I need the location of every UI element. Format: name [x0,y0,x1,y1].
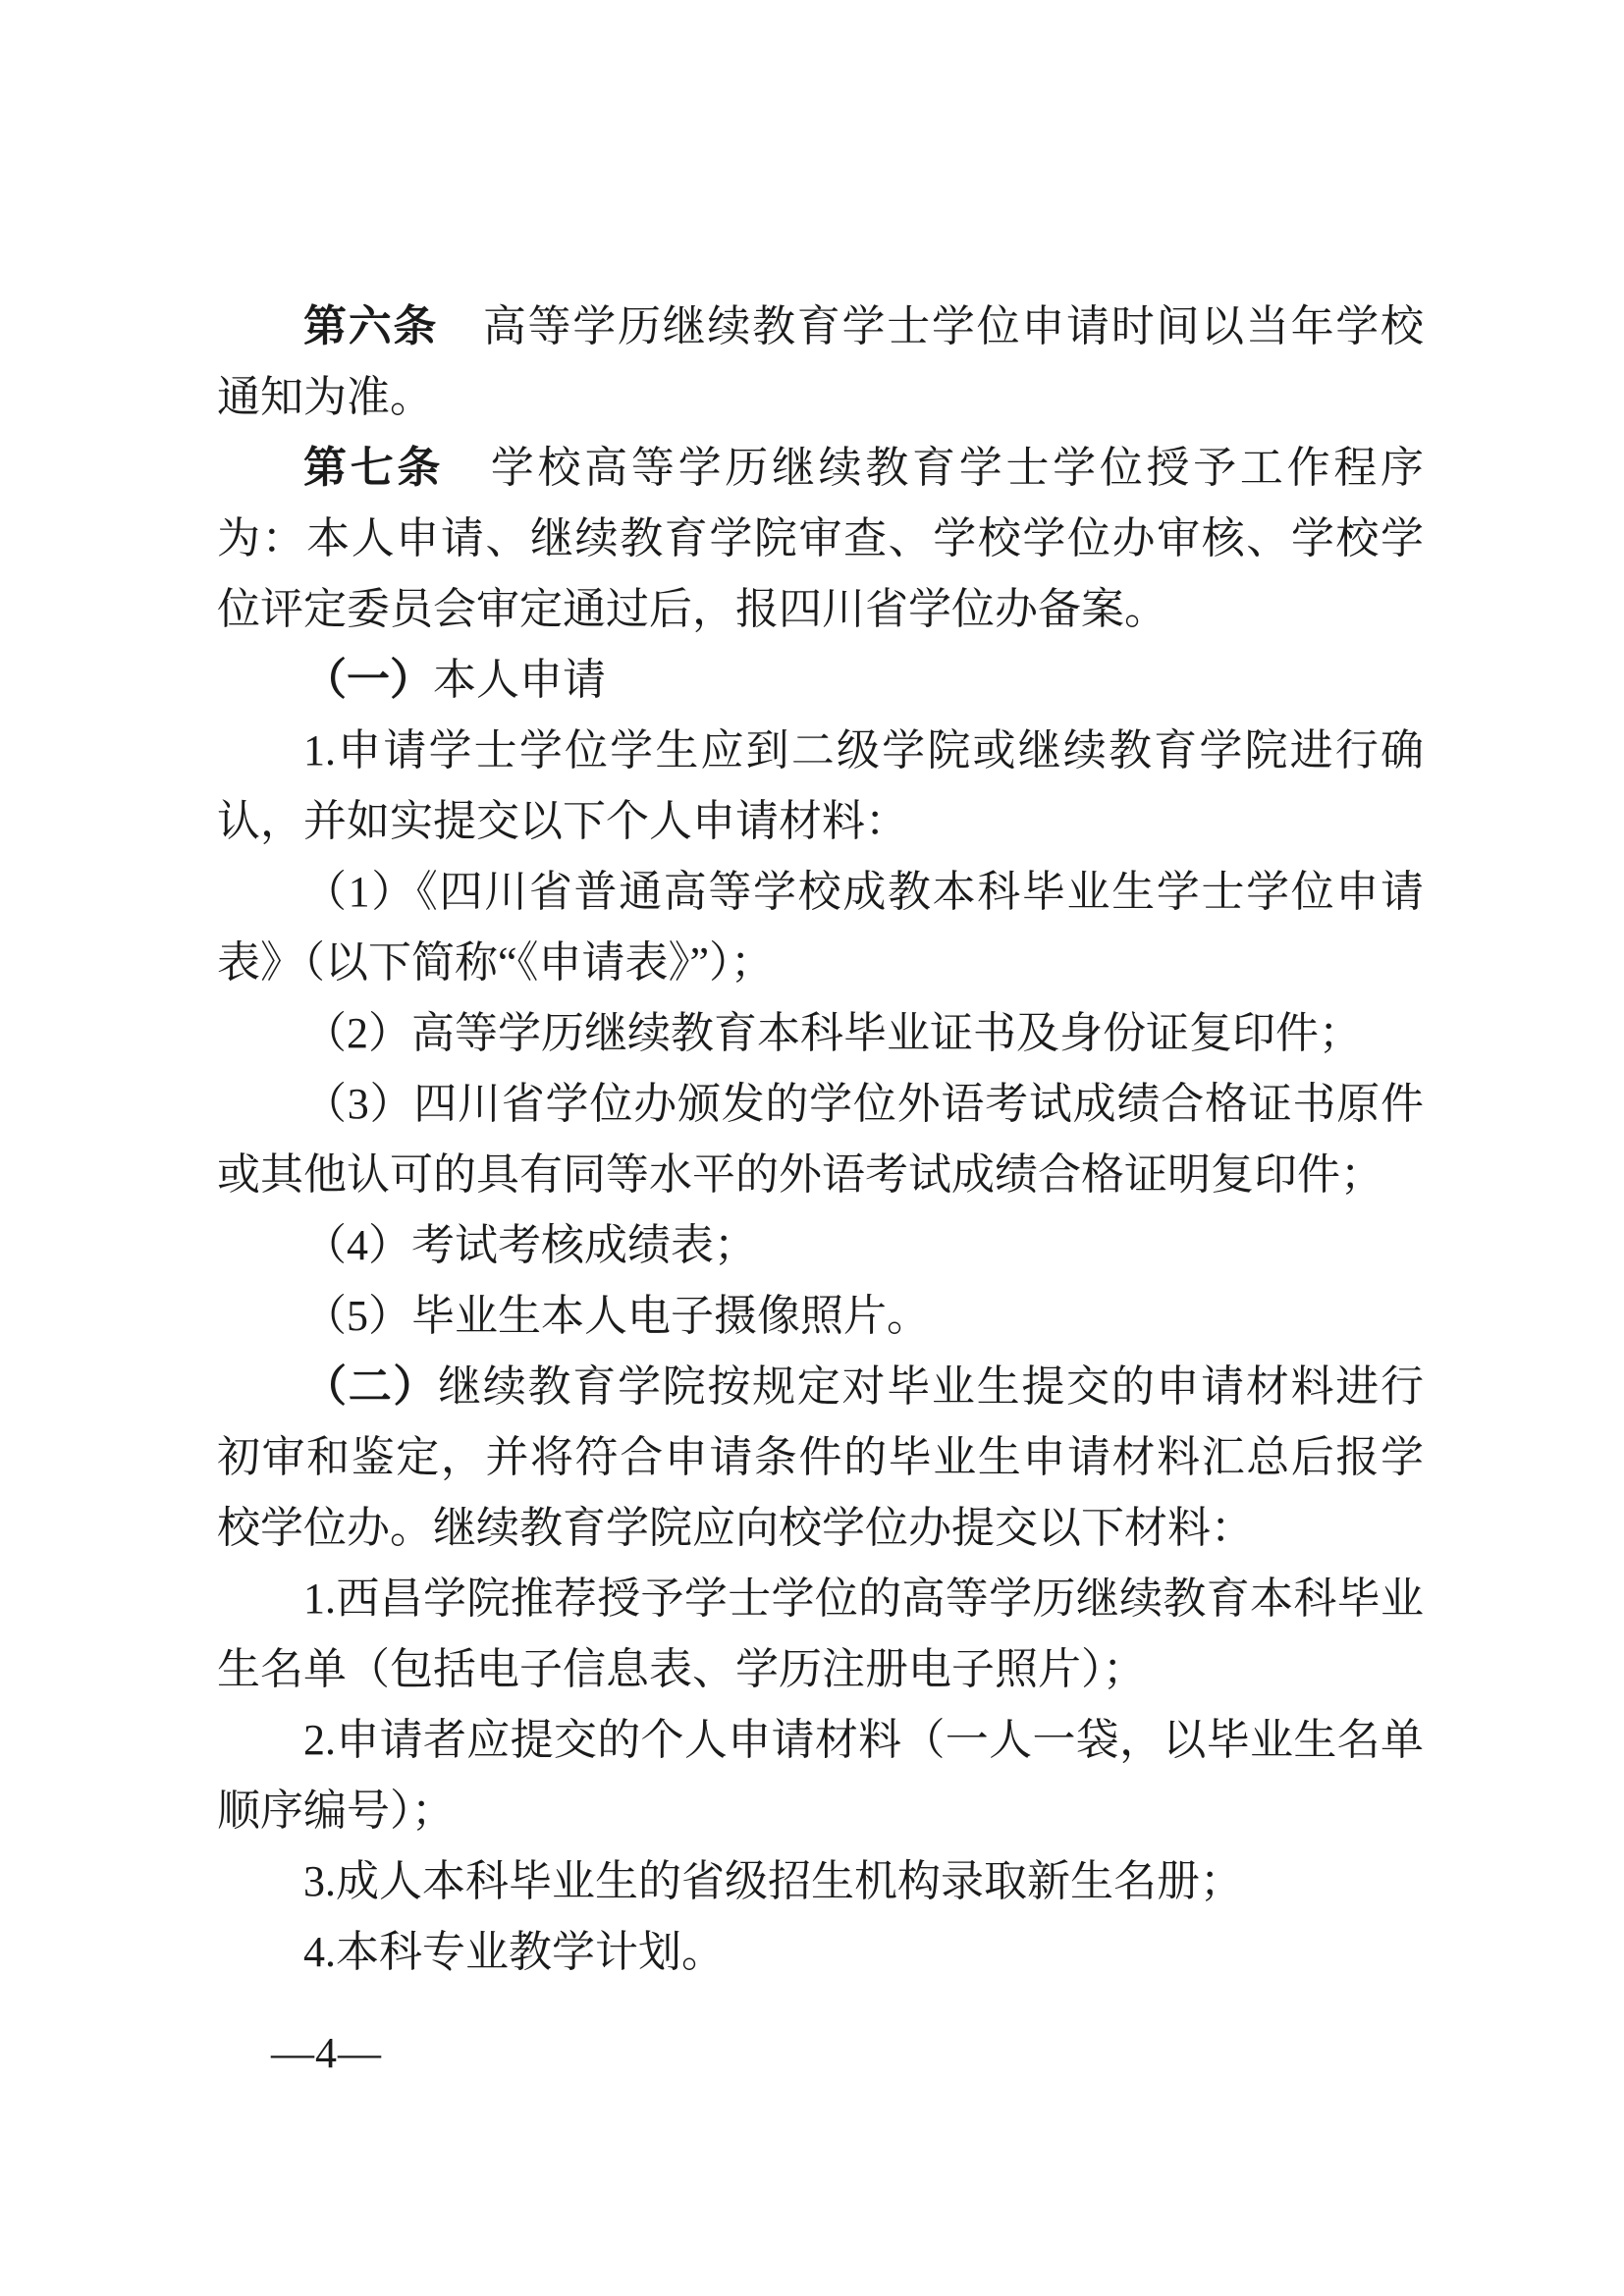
paragraph [217,645,1424,716]
paragraph-lead: （一） [303,656,433,704]
paragraph-text: 4.本科专业教学计划。 [303,1928,725,1976]
paragraph-text: （3）四川省学位办颁发的学位外语考试成绩合格证书原件或其他认可的具有同等水平的外语考试成绩合格证明复印件； [217,1080,1424,1199]
paragraph [217,292,1424,433]
paragraph-text: （4）考试考核成绩表； [303,1221,757,1269]
paragraph-text: 2.申请者应提交的个人申请材料（一人一袋，以毕业生名单顺序编号）； [217,1716,1424,1835]
paragraph [217,857,1424,998]
paragraph [217,1281,1424,1352]
page-number: —4— [271,2029,382,2077]
paragraph [217,1564,1424,1705]
paragraph [217,433,1424,645]
paragraph-text: （1）《四川省普通高等学校成教本科毕业生学士学位申请表》（以下简称“《申请表》”）； [217,868,1424,987]
paragraph [217,716,1424,857]
paragraph [217,998,1424,1069]
paragraph-lead: 第七条 [303,444,445,492]
paragraph-text: 学校高等学历继续教育学士学位授予工作程序为：本人申请、继续教育学院审查、学校学位办审核、学校学位评定委员会审定通过后，报四川省学位办备案。 [217,444,1425,633]
document-body [217,292,1424,1988]
paragraph-text: （2）高等学历继续教育本科毕业证书及身份证复印件； [303,1009,1362,1057]
paragraph [217,1352,1424,1564]
paragraph [217,1069,1424,1210]
paragraph-text: 1.西昌学院推荐授予学士学位的高等学历继续教育本科毕业生名单（包括电子信息表、学历注册电子照片）； [217,1575,1424,1693]
paragraph [217,1917,1424,1988]
paragraph-text: 本人申请 [433,656,606,704]
paragraph-lead: 第六条 [303,302,439,350]
paragraph-text: 3.成人本科毕业生的省级招生机构录取新生名册； [303,1857,1243,1905]
paragraph [217,1846,1424,1917]
paragraph-text: （5）毕业生本人电子摄像照片。 [303,1292,930,1340]
paragraph-text: 1.申请学士学位学生应到二级学院或继续教育学院进行确认，并如实提交以下个人申请材料： [217,726,1424,845]
paragraph-lead: （二） [303,1362,439,1411]
paragraph [217,1705,1424,1846]
paragraph-text: 继续教育学院按规定对毕业生提交的申请材料进行初审和鉴定，并将符合申请条件的毕业生申请材料汇总后报学校学位办。继续教育学院应向校学位办提交以下材料： [217,1362,1424,1552]
paragraph [217,1210,1424,1281]
paragraph-text: 高等学历继续教育学士学位申请时间以当年学校通知为准。 [217,302,1424,421]
